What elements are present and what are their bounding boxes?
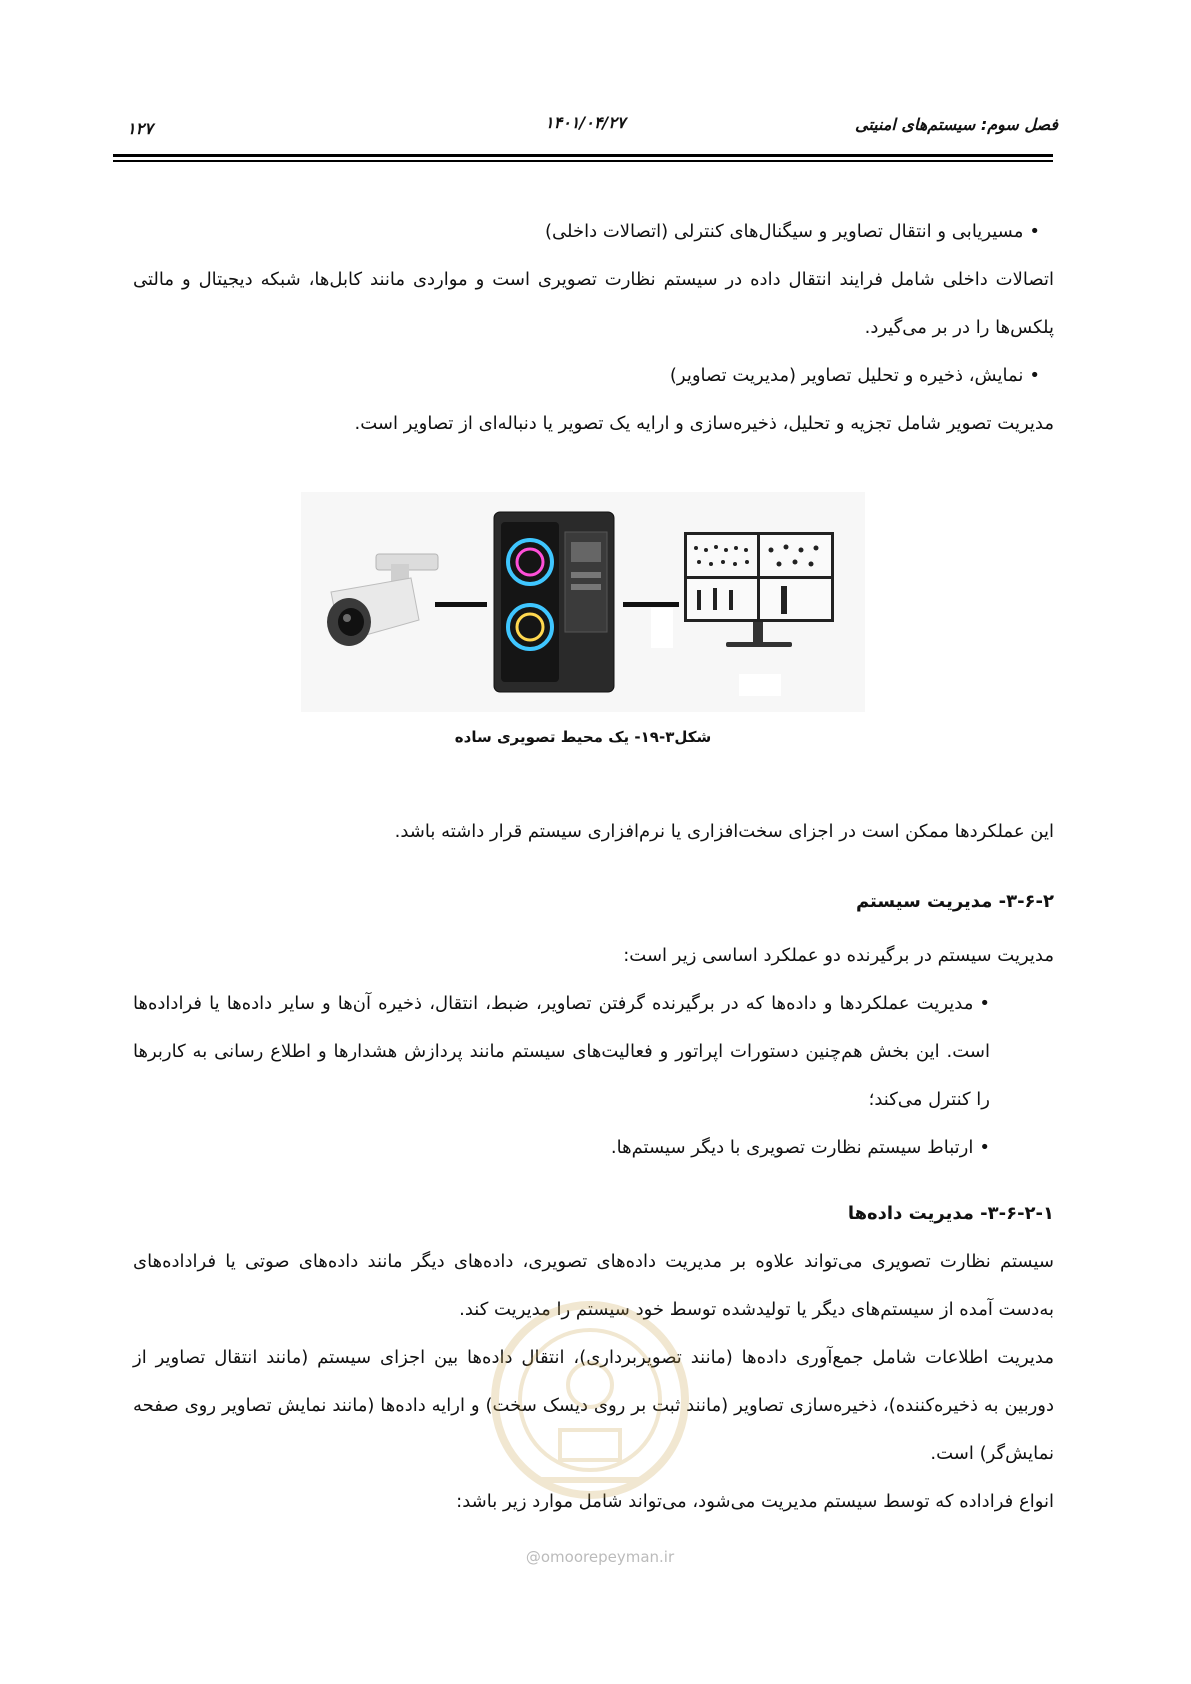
- computer-case-icon: [494, 512, 614, 692]
- header-rule-thin: [113, 160, 1053, 162]
- paragraph: مدیریت تصویر شامل تجزیه و تحلیل، ذخیره‌سازی و ارایه یک تصویر یا دنباله‌ای از تصاویر است.: [354, 413, 1054, 434]
- camera-icon: [327, 554, 438, 646]
- header-date: ۱۴۰۱/۰۴/۲۷: [545, 113, 626, 132]
- paragraph: انواع فراداده که توسط سیستم مدیریت می‌شود، می‌تواند شامل موارد زیر باشد:: [456, 1491, 1054, 1512]
- bullet-icon: •: [1029, 221, 1040, 242]
- monitor-icon: [684, 532, 834, 696]
- header-rule-thick: [113, 154, 1053, 157]
- figure-simple-video-environment: [301, 492, 865, 712]
- list-item: •ارتباط سیستم نظارت تصویری با دیگر سیستم‌ها.: [133, 1124, 990, 1172]
- paragraph: مدیریت سیستم در برگیرنده دو عملکرد اساسی زیر است:: [623, 945, 1054, 966]
- paragraph: اتصالات داخلی شامل فرایند انتقال داده در سیستم نظارت تصویری است و مواردی مانند کابل‌ها، شبکه دیجیتال و مالتی پلکس‌ها را در بر می‌گیرد.: [133, 269, 1054, 338]
- figure-caption: شکل۳-۱۹- یک محیط تصویری ساده: [454, 728, 712, 746]
- figure-illustration: [301, 492, 865, 712]
- connection-line: [435, 602, 487, 607]
- chapter-title: فصل سوم: سیستم‌های امنیتی: [855, 115, 1058, 134]
- watermark-seal-icon: [480, 1290, 700, 1530]
- list-item: •مدیریت عملکردها و داده‌ها که در برگیرنده گرفتن تصاویر، ضبط، انتقال، ذخیره آن‌ها و سایر داده‌ها یا فراداده‌ها است. این بخش هم‌چنین دستورات اپراتور و فعالیت‌های سیستم مانند پردازش هشدارها و اطلاع رسانی به کاربرها را کنترل می‌کند؛: [133, 980, 990, 1124]
- bullet-icon: •: [979, 1137, 990, 1158]
- bullet-item: •مسیریابی و انتقال تصاویر و سیگنال‌های کنترلی (اتصالات داخلی): [133, 208, 1054, 256]
- function-list: [133, 980, 1054, 1172]
- top-text-block: [133, 208, 1054, 448]
- section-heading: ۳-۶-۲- مدیریت سیستم: [855, 891, 1054, 912]
- watermark-text: @omoorepeyman.ir: [525, 1548, 675, 1566]
- page-number: ۱۲۷: [127, 119, 153, 138]
- connection-line: [623, 602, 679, 607]
- paragraph: این عملکردها ممکن است در اجزای سخت‌افزاری یا نرم‌افزاری سیستم قرار داشته باشد.: [394, 821, 1054, 842]
- bullet-icon: •: [1029, 365, 1040, 386]
- bullet-icon: •: [979, 993, 990, 1014]
- subsection-heading: ۳-۶-۲-۱- مدیریت داده‌ها: [847, 1203, 1054, 1224]
- paragraph: سیستم نظارت تصویری می‌تواند علاوه بر مدیریت داده‌های تصویری، داده‌های دیگر مانند داده‌های صوتی یا فراداده‌های به‌دست آمده از سیستم‌های دیگر یا تولیدشده توسط خود سیستم را مدیریت کند.: [133, 1251, 1054, 1320]
- paragraph: مدیریت اطلاعات شامل جمع‌آوری داده‌ها (مانند تصویربرداری)، انتقال داده‌ها بین اجزای سیستم (مانند انتقال تصاویر از دوربین به ذخیره‌کننده)، ذخیره‌سازی تصاویر (مانند ثبت بر روی دیسک سخت) و ارایه داده‌ها (مانند نمایش تصاویر روی صفحه نمایش‌گر) است.: [133, 1347, 1054, 1464]
- bullet-item: •نمایش، ذخیره و تحلیل تصاویر (مدیریت تصاویر): [133, 352, 1054, 400]
